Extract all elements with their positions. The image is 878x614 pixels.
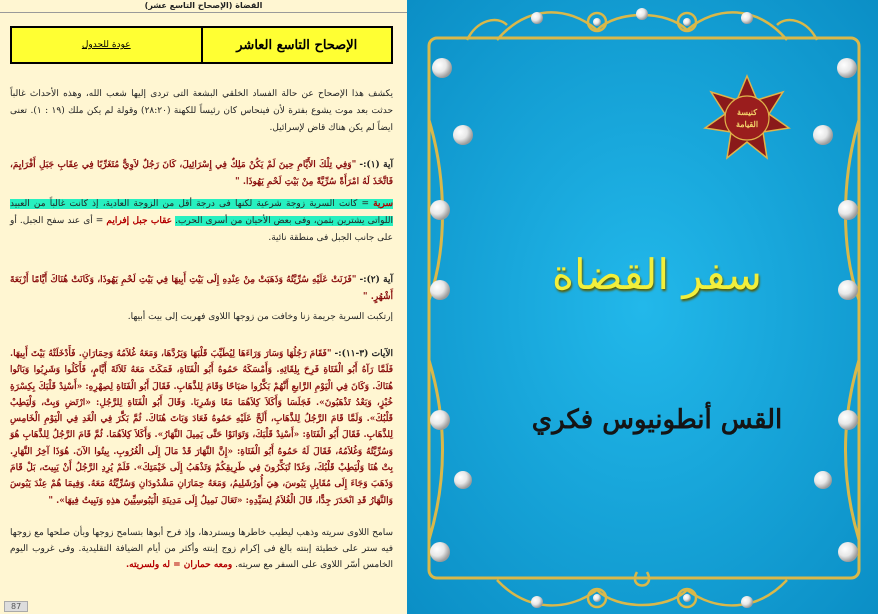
aqab-label: عقاب جبل إفرايم <box>106 216 173 226</box>
ornamental-frame <box>407 0 878 614</box>
page-number: 87 <box>4 601 28 612</box>
chapter-title-box <box>10 26 393 64</box>
intro-text: يكشف هذا الإصحاح عن حالة الفساد الخلقي البشعة التى تردى إليها شعب الله، وهذه الأحداث غالباً حدثت بعد موت يشوع بفترة لأن فينحاس كان رئيساً للكهنة (٢٨:٢٠) وقولة لم يكن ملك (١٩ : ١). تعنى ايضاً لم يكن هناك قاض لإسرائيل. <box>10 89 394 133</box>
verses-3-11-label: الآيات (٣-١١):- <box>334 349 393 359</box>
sariya-paragraph <box>10 196 393 247</box>
sariya-text: = كانت السرية زوجة شرعية لكنها فى درجة أقل من الزوجة العادية، إذ كانت غالباً من العبيد اللواتى يشترين بثمن، وفى بعض الأحيان من أسرى الحرب. <box>10 199 393 226</box>
verse-2-text: "فَزَنَتْ عَلَيْهِ سُرِّيَّتُهُ وَذَهَبَتْ مِنْ عِنْدِهِ إِلَى بَيْتِ أَبِيهَا فِي بَيْتِ لَحْمِ يَهُوذَا، وَكَانَتْ هُنَاكَ أَيَّامًا أَرْبَعَةَ أَشْهُرٍ. " <box>10 275 393 302</box>
logo-line-2: القيامة <box>735 119 759 129</box>
verses-3-11-comment-text: سامح اللاوى سريته وذهب ليطيب خاطرها ويستردها، وإذ فرح أبوها بتسامح زوجها وبأن صلحها مع زوجها فيه ستر على خطيئة إبنته بالغ فى إكرام زوج إبنته وأكثر من أيام الضيافة التقليدية. وفى غروب اليوم الخامس أسّر اللاوى على السفر مع سريته. <box>10 528 393 570</box>
verse-1-label: آية (١):- <box>359 160 393 170</box>
chapter-title-cell <box>203 28 392 62</box>
back-to-table-link[interactable]: عودة للجدول <box>81 40 131 50</box>
cover-page <box>407 0 878 614</box>
verse-2-label: آية (٢):- <box>359 275 393 285</box>
aqab-text: = أى عند سفح الجبل. أو على جانب الجبل فى منطقة نائية. <box>10 216 393 243</box>
left-page <box>0 0 407 614</box>
verse-1-text: "وَفِي تِلْكَ الأَيَّامِ حِينَ لَمْ يَكُنْ مَلِكٌ فِي إِسْرَائِيلَ، كَانَ رَجُلٌ لاَوِيٌّ مُتَغَرِّبًا فِي عِقَابِ جَبَلِ أَفْرَايِمَ، فَاتَّخَذَ لَهُ امْرَأَةً سُرِّيَّةً مِنْ بَيْتِ لَحْمِ يَهُوذَا. " <box>10 160 393 187</box>
intro-paragraph <box>10 86 393 137</box>
logo-line-1: كنيسة <box>736 107 758 117</box>
verses-3-11-paragraph <box>10 346 393 509</box>
verse-1-paragraph <box>10 157 393 191</box>
verses-3-11-text: "فَقَامَ رَجُلُهَا وَسَارَ وَرَاءَهَا لِيُطَيِّبَ قَلْبَهَا وَيَرُدَّهَا، وَمَعَهُ غُلاَمُهُ وَحِمَارَانِ. فَأَدْخَلَتْهُ بَيْتَ أَبِيهَا. فَلَمَّا رَآهُ أَبُو الْفَتَاةِ فَرِحَ بِلِقَائِهِ. وَأَمْسَكَهُ حَمُوهُ أَبُو الْفَتَاةِ، فَمَكَثَ مَعَهُ ثَلاَثَةَ أَيَّامٍ، فَأَكَلُوا وَشَرِبُوا وَبَاتُوا هُنَاكَ. وَكَانَ فِي الْيَوْمِ الرَّابعِ أَنَّهُمْ بَكَّرُوا صَبَاحًا وَقَامَ لِلذَّهَابِ. فَقَالَ أَبُو الْفَتَاةِ لِصِهْرِهِ: «أَسْنِدْ قَلْبَكَ بِكِسْرَةِ خُبْزٍ، وَبَعْدُ تَذْهَبُونَ». فَجَلَسَا وَأَكَلاَ كِلاَهُمَا مَعًا وَشَرِبَا. وَقَالَ أَبُو الْفَتَاةِ لِلرَّجُلِ: «ارْتَضِ وَبِتْ، وَلْيَطِبْ قَلْبُكَ». وَلَمَّا قَامَ الرَّجُلُ لِلذَّهَابِ، أَلَحَّ عَلَيْهِ حَمُوهُ فَعَادَ وَبَاتَ هُنَاكَ. ثُمَّ بَكَّرَ فِي الْغَدِ فِي الْيَوْمِ الْخَامِسِ لِلذَّهَابِ. فَقَالَ أَبُو الْفَتَاةِ: «أَسْنِدْ قَلْبَكَ، وَتَوَانَوْا حَتَّى يَمِيلَ النَّهَارُ». وَأَكَلاَ كِلاَهُمَا. ثُمَّ قَامَ الرَّجُلُ لِلذَّهَابِ هُوَ وَسُرِّيَّتُهُ وَغُلاَمُهُ، فَقَالَ لَهُ حَمُوهُ أَبُو الْفَتَاةِ: «إِنَّ النَّهَارَ قَدْ مَالَ إِلَى الْغُرُوبِ. بِيتُوا الآنَ. هُوَذَا آخِرُ النَّهَارِ. بِتْ هُنَا وَلْيَطِبْ قَلْبُكَ، وَغَدًا تُبَكِّرُونَ فِي طَرِيقِكُمْ وَتَذْهَبُ إِلَى خَيْمَتِكَ». فَلَمْ يُرِدِ الرَّجُلُ أَنْ يَبِيتَ، بَلْ قَامَ وَذَهَبَ وَجَاءَ إِلَى مُقَابِلِ يَبُوسَ، هِيَ أُورُشَلِيمُ، وَمَعَهُ حِمَارَانِ مَشْدُودَانِ وَسُرِّيَّتُهُ مَعَهُ. وَفِيمَا هُمْ عِنْدَ يَبُوسَ وَالنَّهَارُ قَدِ انْحَدَرَ جِدًّا، قَالَ الْغُلاَمُ لِسَيِّدِهِ: «تَعَالَ نَمِيلُ إِلَى مَدِينَةِ الْيَبُوسِيِّينَ هذِهِ وَنَبِيتُ فِيهَا». " <box>10 349 393 506</box>
back-link-cell <box>12 28 203 62</box>
verses-3-11-comment <box>10 525 393 573</box>
chapter-title: الإصحاح التاسع العاشر <box>236 37 358 53</box>
book-title: سفر القضاة <box>552 250 762 299</box>
author-name: القس أنطونيوس فكري <box>531 405 783 435</box>
verse-2-comment-text: إرتكبت السرية جريمة زنا وخافت من زوجها اللاوى فهربت إلى بيت أبيها. <box>127 312 393 322</box>
two-donkeys-note: ومعه حماران = له ولسريته. <box>125 560 233 570</box>
verse-2-paragraph <box>10 272 393 306</box>
running-header: القضاة (الإصحاح التاسع عشر) <box>0 0 407 13</box>
sariya-label: سرية <box>373 199 393 209</box>
verse-2-comment <box>10 309 393 326</box>
